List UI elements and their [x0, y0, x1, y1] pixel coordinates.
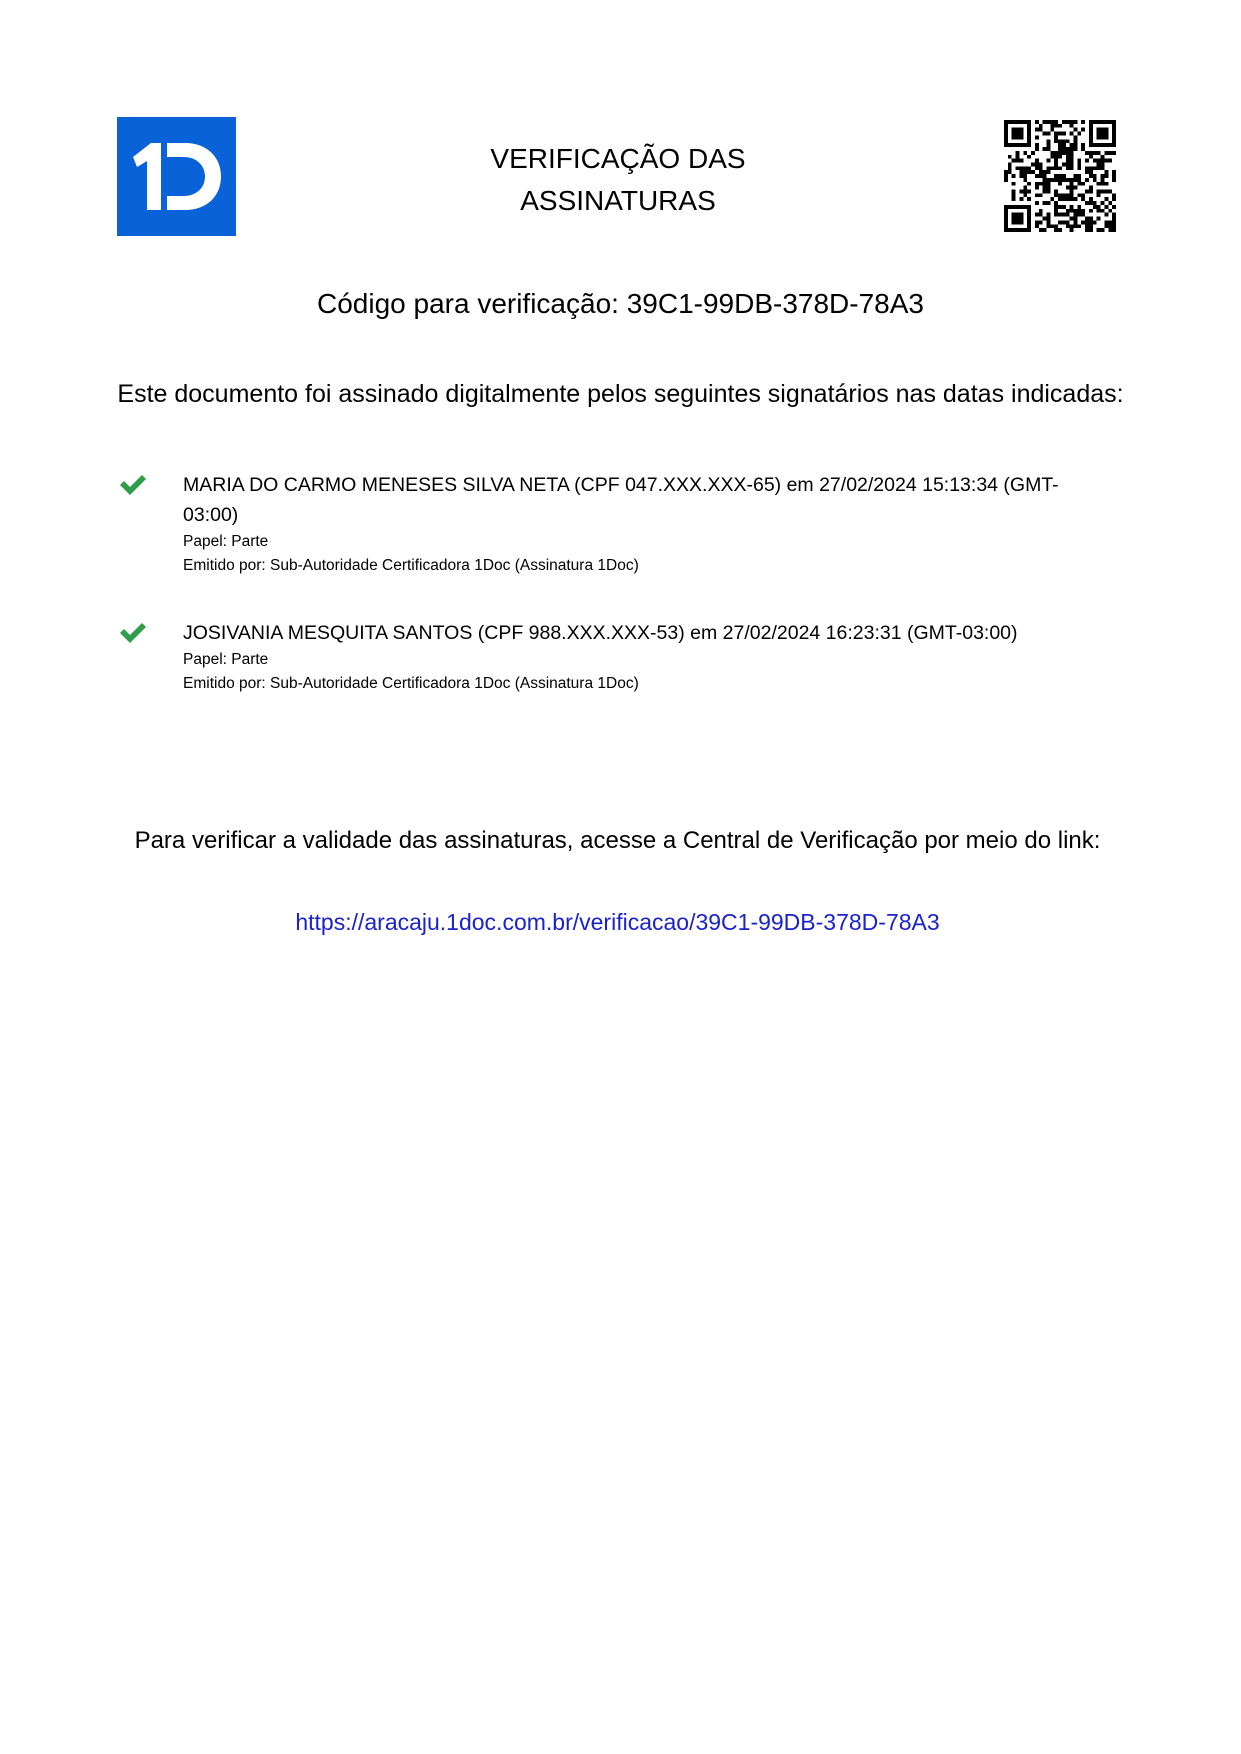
signer-name: JOSIVANIA MESQUITA SANTOS (CPF 988.XXX.XXX-53) em 27/02/2024 16:23:31 (GMT-03:00)	[183, 622, 1018, 644]
1doc-logo-icon	[117, 117, 236, 236]
verification-instruction: Para verificar a validade das assinaturas, acesse a Central de Verificação por meio do link:	[134, 827, 1101, 854]
qr-code-icon	[1004, 120, 1116, 232]
signer-role: Papel: Parte	[183, 651, 269, 668]
intro-text: Este documento foi assinado digitalmente pelos seguintes signatários nas datas indicadas:	[117, 380, 1124, 408]
check-icon	[118, 620, 148, 646]
page-title	[418, 138, 818, 222]
qr-code	[1004, 120, 1116, 232]
signer-issuer: Emitido por: Sub-Autoridade Certificadora 1Doc (Assinatura 1Doc)	[183, 675, 639, 692]
signer-name: MARIA DO CARMO MENESES SILVA NETA (CPF 047.XXX.XXX-65) em 27/02/2024 15:13:34 (GMT-03:00)	[183, 474, 1059, 526]
verification-code: Código para verificação: 39C1-99DB-378D-78A3	[316, 288, 924, 319]
signer-role: Papel: Parte	[183, 533, 269, 550]
page-title-line1: VERIFICAÇÃO DAS	[490, 143, 746, 174]
1doc-logo	[117, 117, 236, 236]
verification-link[interactable]: https://aracaju.1doc.com.br/verificacao/39C1-99DB-378D-78A3	[295, 909, 940, 935]
page-title-line2: ASSINATURAS	[520, 185, 716, 216]
signer-issuer: Emitido por: Sub-Autoridade Certificadora 1Doc (Assinatura 1Doc)	[183, 557, 639, 574]
check-icon	[118, 472, 148, 498]
